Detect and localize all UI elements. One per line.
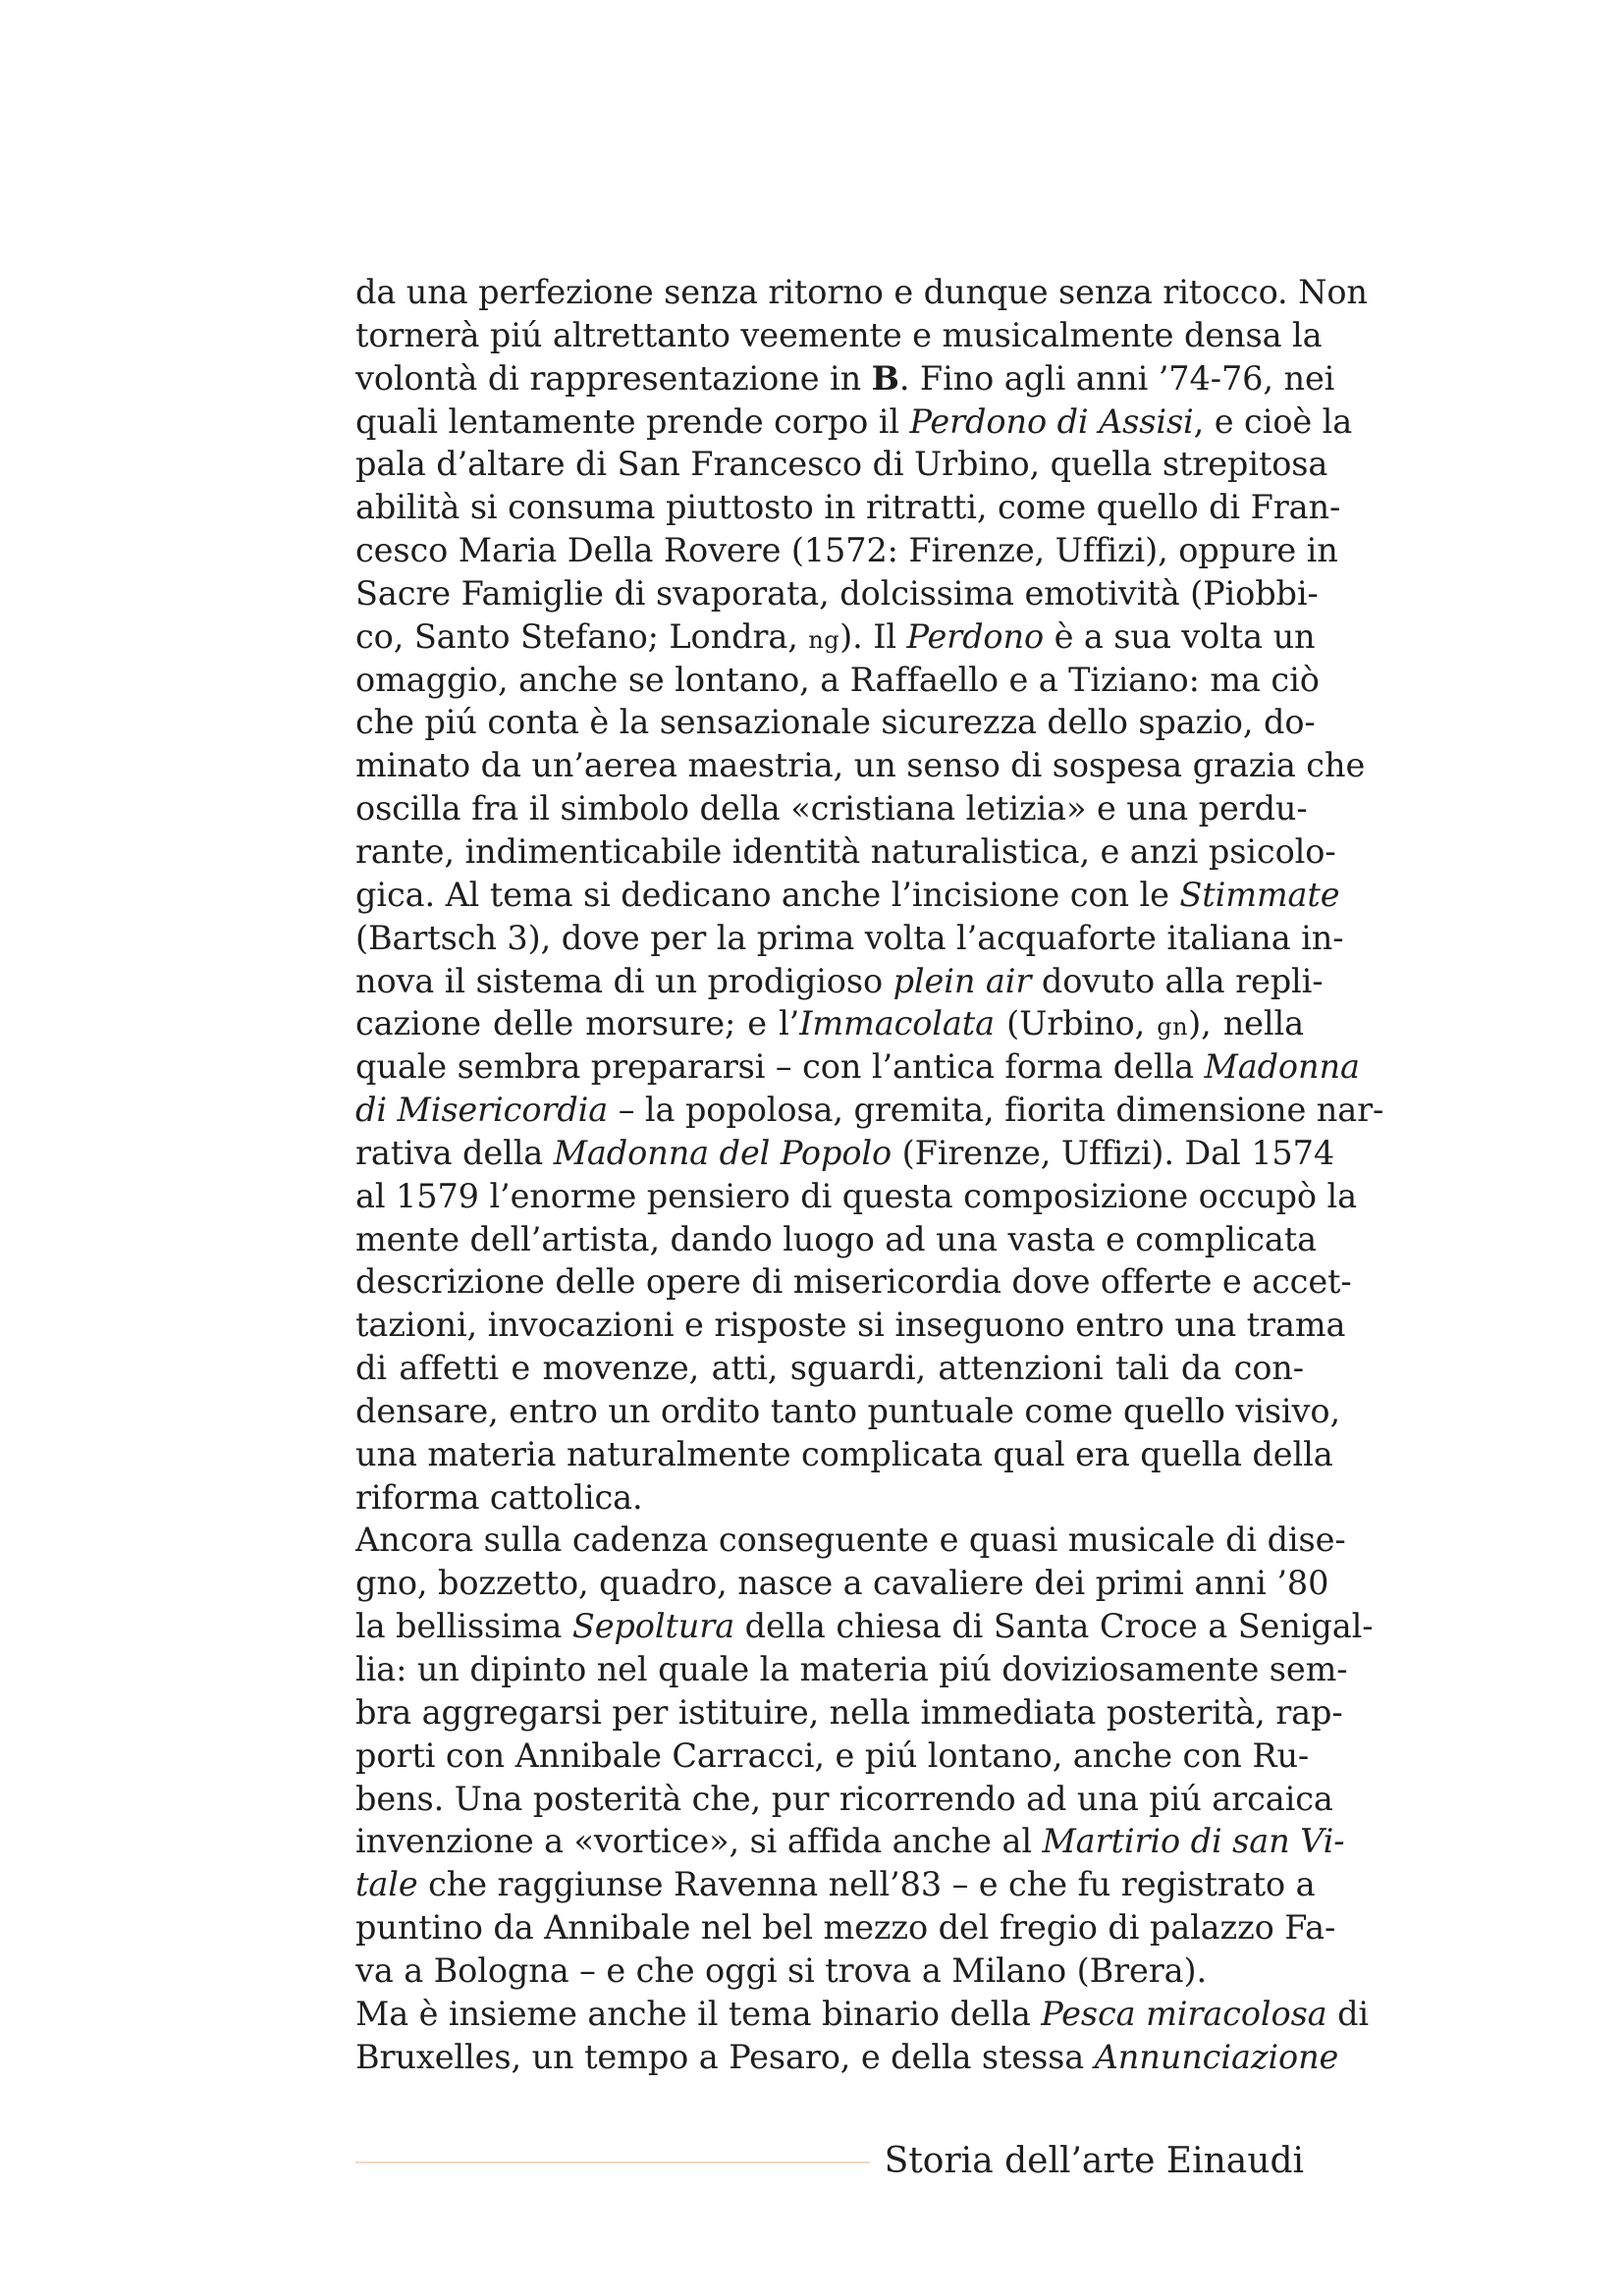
text-segment: Madonna del Popolo — [553, 1133, 893, 1172]
text-segment: Pesca miracolosa — [1041, 1994, 1327, 2033]
text-line — [355, 1476, 1304, 1520]
text-segment: (Bartsch 3), dove per la prima volta l’acquaforte italiana in- — [355, 918, 1344, 957]
text-line — [355, 1949, 1304, 1993]
text-segment: dovuto alla repli- — [1031, 961, 1324, 1000]
text-line — [355, 1218, 1318, 1261]
text-segment: di Misericordia — [355, 1091, 609, 1130]
text-segment: Ma è insieme anche il tema binario della — [355, 1994, 1042, 2033]
text-line — [355, 1002, 1304, 1045]
text-line — [355, 1691, 1343, 1735]
text-segment: descrizione delle opere di misericordia dove offerte e accet- — [355, 1262, 1352, 1302]
text-line — [355, 1175, 1357, 1218]
text-segment: volontà di rappresentazione in — [355, 358, 872, 398]
text-line — [355, 1433, 1333, 1476]
text-segment: bra aggregarsi per istituire, nella immediata posterità, rap- — [355, 1692, 1343, 1732]
text-segment: Sepoltura — [571, 1607, 735, 1646]
text-line — [355, 357, 1335, 400]
text-line — [355, 659, 1320, 702]
text-segment: nova il sistema di un prodigioso — [355, 961, 893, 1000]
text-segment: invenzione a «vortice», si affida anche al — [355, 1822, 1043, 1861]
text-segment: la bellissima — [355, 1607, 572, 1646]
text-line — [355, 400, 1353, 444]
text-segment: co, Santo Stefano; Londra, — [355, 616, 809, 656]
text-segment: quali lentamente prende corpo il — [355, 401, 910, 441]
text-line — [355, 1304, 1346, 1347]
text-segment: va a Bologna – e che oggi si trova a Milano (Brera). — [355, 1950, 1208, 1990]
text-segment: abilità si consuma piuttosto in ritratti, come quello di Fran- — [355, 488, 1341, 527]
text-segment: della chiesa di Santa Croce a Senigal- — [734, 1607, 1374, 1646]
text-line — [355, 744, 1366, 787]
text-segment: B — [871, 358, 899, 398]
text-line — [355, 830, 1336, 874]
text-line — [355, 1906, 1336, 1949]
text-segment: lia: un dipinto nel quale la materia piú doviziosamente sem- — [355, 1650, 1348, 1688]
text-segment: minato da un’aerea maestria, un senso di sospesa grazia che — [355, 746, 1366, 785]
text-segment: Immacolata — [799, 1004, 996, 1043]
text-segment: da una perfezione senza ritorno e dunque senza ritocco. Non — [355, 273, 1368, 311]
text-line — [355, 1347, 1304, 1390]
text-line — [355, 1863, 1316, 1906]
text-line — [355, 1735, 1310, 1778]
footer-title: Storia dell’arte Einaudi — [884, 2141, 1304, 2181]
text-segment: densare, entro un ordito tanto puntuale come quello visivo, — [355, 1391, 1340, 1430]
text-segment: è a sua volta un — [1044, 616, 1316, 656]
text-segment: quale sembra prepararsi – con l’antica forma della — [355, 1047, 1205, 1087]
text-line — [355, 1820, 1345, 1863]
text-segment: mente dell’artista, dando luogo ad una vasta e complicata — [355, 1219, 1318, 1258]
text-segment: riforma cattolica. — [355, 1477, 643, 1517]
text-segment: Ancora sulla cadenza conseguente e quasi musicale di dise- — [355, 1521, 1346, 1560]
body-text — [355, 271, 1384, 2078]
text-segment: Martirio di san Vi- — [1042, 1822, 1345, 1861]
text-segment: . Fino agli anni ’74-76, nei — [898, 358, 1335, 398]
text-segment: puntino da Annibale nel bel mezzo del fregio di palazzo Fa- — [355, 1908, 1336, 1948]
text-segment: omaggio, anche se lontano, a Raffaello e a Tiziano: ma ciò — [355, 660, 1320, 699]
text-segment: Stimmate — [1179, 875, 1340, 914]
text-segment: tornerà piú altrettanto veemente e musicalmente densa la — [355, 315, 1323, 354]
text-segment: Perdono di Assisi — [909, 401, 1194, 441]
text-line — [355, 917, 1344, 960]
text-line — [355, 271, 1368, 314]
text-segment: cazione delle morsure; e l’ — [355, 1004, 800, 1043]
text-segment: (Urbino, — [995, 1004, 1158, 1043]
text-segment: gica. Al tema si dedicano anche l’incisione con le — [355, 875, 1180, 914]
text-segment: oscilla fra il simbolo della «cristiana letizia» e una perdu- — [355, 789, 1308, 828]
text-line — [355, 960, 1324, 1003]
text-segment: Annunciazione — [1094, 2037, 1339, 2076]
text-segment: , e cioè la — [1193, 401, 1353, 441]
text-segment: gn — [1157, 1013, 1189, 1041]
text-segment: gno, bozzetto, quadro, nasce a cavaliere dei primi anni ’80 — [355, 1564, 1329, 1603]
text-segment: di — [1326, 1994, 1370, 2033]
text-segment: rativa della — [355, 1133, 554, 1172]
text-segment: porti con Annibale Carracci, e piú lontano, anche con Ru- — [355, 1735, 1310, 1775]
text-segment: tale — [355, 1865, 418, 1904]
text-line — [355, 443, 1328, 486]
text-segment: ng — [808, 625, 840, 654]
text-segment: che raggiunse Ravenna nell’83 – e che fu registrato a — [417, 1865, 1316, 1904]
text-segment: pala d’altare di San Francesco di Urbino, quella strepitosa — [355, 445, 1328, 484]
footer-rule — [355, 2162, 870, 2163]
text-segment: Madonna — [1204, 1047, 1360, 1087]
text-line — [355, 1519, 1346, 1562]
text-segment: una materia naturalmente complicata qual era quella della — [355, 1434, 1333, 1473]
text-segment: ). Il — [839, 616, 907, 656]
text-segment: cesco Maria Della Rovere (1572: Firenze, Uffizi), oppure in — [355, 531, 1338, 570]
text-line — [355, 529, 1338, 572]
text-line — [355, 1993, 1370, 2036]
text-segment: che piú conta è la sensazionale sicurezza dello spazio, do- — [355, 703, 1316, 742]
text-line — [355, 701, 1316, 744]
text-line — [355, 1089, 1384, 1132]
text-segment: di affetti e movenze, atti, sguardi, attenzioni tali da con- — [355, 1349, 1304, 1388]
text-line — [355, 1132, 1335, 1175]
text-segment: Perdono — [906, 616, 1045, 656]
text-segment: plein air — [893, 961, 1032, 1000]
text-line — [355, 2036, 1339, 2079]
text-line — [355, 874, 1340, 917]
text-segment: al 1579 l’enorme pensiero di questa composizione occupò la — [355, 1176, 1357, 1215]
text-segment: Sacre Famiglie di svaporata, dolcissima emotività (Piobbi- — [355, 573, 1319, 613]
text-line — [355, 1260, 1352, 1304]
text-segment: (Firenze, Uffizi). Dal 1574 — [892, 1133, 1335, 1172]
text-line — [355, 1390, 1340, 1433]
text-line — [355, 1562, 1329, 1605]
text-line — [355, 615, 1316, 659]
text-segment: Bruxelles, un tempo a Pesaro, e della stessa — [355, 2037, 1095, 2076]
text-line — [355, 1045, 1360, 1089]
text-line — [355, 486, 1341, 529]
text-segment: – la popolosa, gremita, fiorita dimensione nar- — [608, 1091, 1384, 1130]
text-segment: bens. Una posterità che, pur ricorrendo ad una piú arcaica — [355, 1779, 1333, 1818]
text-line — [355, 314, 1323, 357]
text-line — [355, 1778, 1333, 1821]
text-segment: rante, indimenticabile identità naturalistica, e anzi psicolo- — [355, 831, 1336, 871]
text-line — [355, 1648, 1348, 1691]
text-line — [355, 1605, 1374, 1648]
text-segment: ), nella — [1188, 1004, 1304, 1043]
text-segment: tazioni, invocazioni e risposte si inseguono entro una trama — [355, 1306, 1346, 1345]
text-line — [355, 787, 1308, 830]
text-line — [355, 572, 1319, 615]
